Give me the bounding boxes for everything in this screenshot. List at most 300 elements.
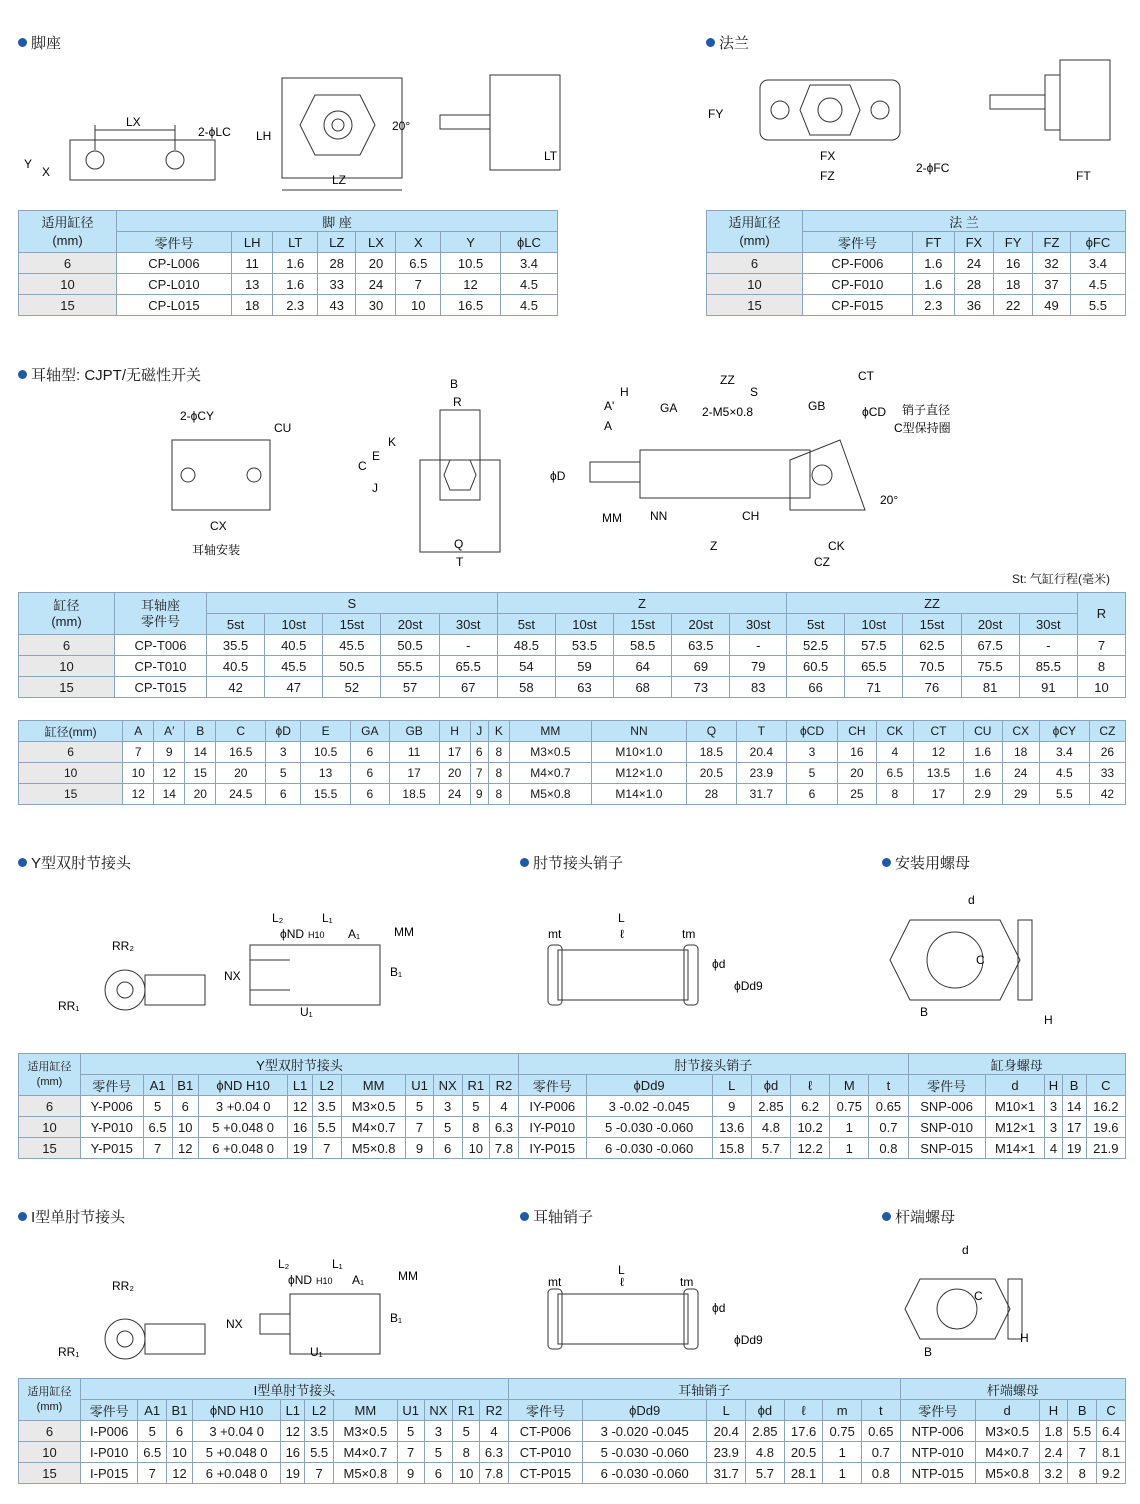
table-cell: 3 <box>433 1096 462 1117</box>
table-cell: 3.5 <box>312 1096 341 1117</box>
table-cell: 4.5 <box>1070 274 1125 295</box>
svg-text:20°: 20° <box>392 119 411 133</box>
svg-text:d: d <box>968 893 975 907</box>
table-cell: 6 <box>351 742 390 763</box>
svg-text:U₁: U₁ <box>300 1005 313 1019</box>
trunnion-stroke-table: 缸径 (mm) 耳轴座 零件号 S Z ZZ R 5st 10st 15st 20st 30st 5st 10st 15st 20st 30st 5st 10st 15st 20st 30st 6 CP-T006 35.5 40.5 45.5 50.5 - 48.5 53.5 58.5 63.5 - 52.5 57.5 62.5 67.5 - 7 10 CP-T010 40.5 45.5 50.5 55.5 65.5 54 59 64 69 79 60.5 65.5 70.5 75.5 85.5 8 15 CP-T015 42 47 52 57 67 58 63 68 73 83 66 71 76 81 91 10 <box>18 592 1126 698</box>
table-cell: 17 <box>389 763 439 784</box>
svg-text:CX: CX <box>210 519 227 533</box>
table-cell: 20.5 <box>784 1442 823 1463</box>
svg-text:A₁: A₁ <box>348 927 361 941</box>
table-cell: 10 <box>19 1117 81 1138</box>
table-cell: 11 <box>389 742 439 763</box>
table-cell: M3×0.5 <box>975 1421 1039 1442</box>
table-cell: 6 <box>707 253 803 274</box>
table-cell: 63 <box>555 677 613 698</box>
table-cell: 10 <box>396 295 441 316</box>
column-header: NX <box>433 1075 462 1096</box>
table-cell: M5×0.8 <box>975 1463 1039 1484</box>
table-cell: 10 <box>1078 677 1126 698</box>
svg-text:C: C <box>358 459 367 473</box>
bullet-icon <box>18 858 27 867</box>
table-cell: 7 <box>470 763 488 784</box>
trunnion-drawing <box>150 369 951 570</box>
svg-text:R: R <box>453 395 462 409</box>
table-cell: 40.5 <box>207 656 265 677</box>
table-cell: 16 <box>288 1117 312 1138</box>
table-cell: 4 <box>1045 1138 1062 1159</box>
table-cell: CP-L006 <box>117 253 232 274</box>
table-cell: 12 <box>167 1463 193 1484</box>
table-row <box>707 274 1126 295</box>
column-header: T <box>736 721 786 742</box>
table-cell: 10 <box>453 1463 480 1484</box>
table-cell: 0.7 <box>862 1442 901 1463</box>
svg-text:NN: NN <box>650 509 668 523</box>
table-cell: 73 <box>672 677 730 698</box>
column-header: E <box>301 721 351 742</box>
table-cell: IY-P010 <box>519 1117 586 1138</box>
svg-text:L₁: L₁ <box>322 911 333 925</box>
column-header: NX <box>424 1400 453 1421</box>
table-cell: 54 <box>497 656 555 677</box>
table-cell: 11 <box>231 253 273 274</box>
foot-mount-table: 适用缸径 (mm) 脚 座 零件号 LH LT LZ LX X Y ϕLC 6 CP-L006 11 1.6 28 20 6.5 10.5 3.4 10 CP-L010 13 1.6 33 24 7 12 4.5 15 CP-L015 18 2.3 43 30 10 16.5 4.5 <box>18 210 558 316</box>
column-header: R1 <box>453 1400 480 1421</box>
column-header: 零件号 <box>508 1400 582 1421</box>
svg-text:ℓ: ℓ <box>620 1275 624 1289</box>
i-joint-pin-nut-drawing <box>50 1244 1090 1369</box>
svg-text:E: E <box>372 449 381 463</box>
svg-text:H: H <box>1020 1331 1029 1345</box>
table-cell: 20.5 <box>686 763 736 784</box>
table-cell: NTP-015 <box>900 1463 975 1484</box>
table-cell: 8 <box>453 1442 480 1463</box>
stroke-note: St: 气缸行程(毫米) <box>1012 572 1110 586</box>
table-cell: M3×0.5 <box>341 1096 406 1117</box>
table-cell: 81 <box>961 677 1019 698</box>
table-cell: I-P006 <box>81 1421 138 1442</box>
table-cell: 3 <box>1045 1117 1062 1138</box>
table-cell: 5.5 <box>1070 295 1125 316</box>
column-header: MM <box>341 1075 406 1096</box>
table-cell: 47 <box>265 677 323 698</box>
table-cell: 7 <box>143 1138 172 1159</box>
table-cell: 6 <box>19 1421 81 1442</box>
y-joint-pin-nut-drawing <box>50 890 1090 1030</box>
table-cell: 2.85 <box>751 1096 790 1117</box>
table-cell: 6 <box>433 1138 462 1159</box>
table-cell: CP-L015 <box>117 295 232 316</box>
table-cell: 16.5 <box>216 742 266 763</box>
svg-text:CT: CT <box>858 369 874 383</box>
table-cell: 6 <box>351 763 390 784</box>
column-header: A1 <box>138 1400 167 1421</box>
table-row <box>19 763 1126 784</box>
table-cell: IY-P006 <box>519 1096 586 1117</box>
column-header: L <box>712 1075 751 1096</box>
svg-text:LH: LH <box>256 129 272 143</box>
section-title-mount-nut: 安装用螺母 <box>882 852 970 873</box>
table-cell: M4×0.7 <box>333 1442 397 1463</box>
table-cell: 0.65 <box>869 1096 908 1117</box>
table-cell: 10.2 <box>791 1117 830 1138</box>
i-joint-table: 适用缸径 (mm) I型单肘节接头 耳轴销子 杆端螺母 零件号 A1 B1 ϕND H10 L1 L2 MM U1 NX R1 R2 零件号 ϕDd9 L ϕd ℓ m t 零件号 d H B C 6 I-P006 5 6 3 +0.04 0 12 3.5 M3×0.5 5 3 5 4 CT-P006 3 -0.020 -0.045 20.4 2.85 17.6 0.75 0.65 NTP-006 M3×0.5 1.8 5.5 6.4 10 I-P010 6.5 10 5 +0.048 0 16 5.5 M4×0.7 7 5 8 6.3 CT-P010 5 -0.030 -0.060 23.9 4.8 20.5 1 0.7 NTP-010 M4×0.7 2.4 7 8.1 15 I-P015 7 12 6 +0.048 0 19 7 M5×0.8 9 6 10 7.8 CT-P015 6 -0.030 -0.060 31.7 5.7 28.1 1 0.8 NTP-015 M5×0.8 3.2 8 9.2 <box>18 1378 1126 1484</box>
table-cell: 5 <box>462 1096 489 1117</box>
y-joint-table: 适用缸径 (mm) Y型双肘节接头 肘节接头销子 缸身螺母 零件号 A1 B1 ϕND H10 L1 L2 MM U1 NX R1 R2 零件号 ϕDd9 L ϕd ℓ M t 零件号 d H B C 6 Y-P006 5 6 3 +0.04 0 12 3.5 M3×0.5 5 3 5 4 IY-P006 3 -0.02 -0.045 9 2.85 6.2 0.75 0.65 SNP-006 M10×1 3 14 16.2 10 Y-P010 6.5 10 5 +0.048 0 16 5.5 M4×0.7 7 5 8 6.3 IY-P010 5 -0.030 -0.060 13.6 4.8 10.2 1 0.7 SNP-010 M12×1 3 17 19.6 15 Y-P015 7 12 6 +0.048 0 19 7 M5×0.8 9 6 10 7.8 IY-P015 6 -0.030 -0.060 15.8 5.7 12.2 1 0.8 SNP-015 M14×1 4 19 21.9 <box>18 1053 1126 1159</box>
table-cell: 50.5 <box>381 635 439 656</box>
table-cell: 25 <box>838 784 877 805</box>
table-cell: 8 <box>488 784 509 805</box>
table-cell: 6 <box>19 742 123 763</box>
svg-text:C: C <box>974 1289 983 1303</box>
flange-drawing <box>700 50 1120 200</box>
table-row <box>19 295 558 316</box>
table-cell: 19 <box>1062 1138 1086 1159</box>
table-cell: 18 <box>994 274 1033 295</box>
table-cell: 83 <box>730 677 787 698</box>
table-row <box>19 274 558 295</box>
table-cell: 67.5 <box>961 635 1019 656</box>
column-header: ℓ <box>784 1400 823 1421</box>
table-cell: 28 <box>686 784 736 805</box>
column-header: ℓ <box>791 1075 830 1096</box>
table-cell: 4.8 <box>746 1442 785 1463</box>
column-header: CT <box>914 721 964 742</box>
table-cell: 18 <box>231 295 273 316</box>
table-cell: 7 <box>305 1463 334 1484</box>
table-cell: 15 <box>19 295 117 316</box>
table-cell: 6 <box>167 1421 193 1442</box>
flange-table: 适用缸径 (mm) 法 兰 零件号 FT FX FY FZ ϕFC 6 CP-F006 1.6 24 16 32 3.4 10 CP-F010 1.6 28 18 37 4.5 15 CP-F015 2.3 36 22 49 5.5 <box>706 210 1126 316</box>
table-cell: 58 <box>497 677 555 698</box>
table-cell: M4×0.7 <box>975 1442 1039 1463</box>
section-title-knuckle-pin: 肘节接头销子 <box>520 852 623 873</box>
table-cell: 3 -0.02 -0.045 <box>586 1096 712 1117</box>
table-cell: 55.5 <box>381 656 439 677</box>
table-cell: 8 <box>876 784 913 805</box>
table-cell: 63.5 <box>672 635 730 656</box>
table-cell: 4.5 <box>500 295 557 316</box>
trunnion-dimension-table <box>18 720 1126 805</box>
table-cell: 15 <box>19 677 115 698</box>
column-header: ϕND H10 <box>198 1075 288 1096</box>
table-cell: CP-F010 <box>803 274 913 295</box>
table-cell: 6 -0.030 -0.060 <box>582 1463 706 1484</box>
table-cell: 5.5 <box>1068 1421 1097 1442</box>
table-cell: 0.8 <box>869 1138 908 1159</box>
table-cell: 2.3 <box>912 295 954 316</box>
table-cell: 8 <box>488 742 509 763</box>
table-cell: 3.4 <box>500 253 557 274</box>
bullet-icon <box>18 1212 27 1221</box>
table-cell: 85.5 <box>1019 656 1077 677</box>
table-cell: 5 -0.030 -0.060 <box>586 1117 712 1138</box>
table-cell: CP-T006 <box>115 635 207 656</box>
svg-text:d: d <box>962 1243 969 1257</box>
table-cell: 1.6 <box>963 763 1002 784</box>
table-cell: 7 <box>312 1138 341 1159</box>
svg-text:B₁: B₁ <box>390 1311 403 1325</box>
section-title-y-joint: Y型双肘节接头 <box>18 852 131 873</box>
bullet-icon <box>520 1212 529 1221</box>
column-header: CH <box>838 721 877 742</box>
table-cell: 1 <box>823 1442 862 1463</box>
table-cell: 5.5 <box>1039 784 1089 805</box>
table-cell: 57 <box>381 677 439 698</box>
table-cell: 35.5 <box>207 635 265 656</box>
svg-text:ϕDd9: ϕDd9 <box>734 979 763 993</box>
table-cell: 5.7 <box>751 1138 790 1159</box>
svg-text:CZ: CZ <box>814 555 830 569</box>
column-header: MM <box>333 1400 397 1421</box>
table-cell: 0.75 <box>830 1096 869 1117</box>
table-row <box>19 1463 1126 1484</box>
table-cell: 10 <box>707 274 803 295</box>
table-cell: 3 <box>424 1421 453 1442</box>
table-cell: 8 <box>488 763 509 784</box>
svg-text:U₁: U₁ <box>310 1345 323 1359</box>
column-header: R2 <box>489 1075 518 1096</box>
table-cell: M4×0.7 <box>341 1117 406 1138</box>
table-cell: 5.5 <box>312 1117 341 1138</box>
table-cell: 30 <box>356 295 396 316</box>
column-header: A′ <box>154 721 185 742</box>
table-cell: M3×0.5 <box>333 1421 397 1442</box>
svg-text:20°: 20° <box>880 493 899 507</box>
svg-text:C: C <box>976 953 985 967</box>
column-header: CU <box>963 721 1002 742</box>
column-header: 零件号 <box>81 1400 138 1421</box>
table-cell: 10.5 <box>441 253 501 274</box>
table-cell: 15 <box>19 1463 81 1484</box>
svg-text:C型保持圈: C型保持圈 <box>894 421 951 435</box>
table-cell: 40.5 <box>265 635 323 656</box>
table-cell: 53.5 <box>555 635 613 656</box>
table-cell: 3 <box>266 742 301 763</box>
table-cell: 19 <box>281 1463 305 1484</box>
table-cell: 9 <box>406 1138 433 1159</box>
table-cell: 79 <box>730 656 787 677</box>
table-cell: 6 <box>19 635 115 656</box>
table-cell: 10 <box>19 274 117 295</box>
column-header: K <box>488 721 509 742</box>
table-cell: 6 <box>19 253 117 274</box>
column-header: d <box>975 1400 1039 1421</box>
table-cell: 5.7 <box>746 1463 785 1484</box>
column-header: L2 <box>305 1400 334 1421</box>
svg-text:mt: mt <box>548 927 562 941</box>
table-cell: 17 <box>1062 1117 1086 1138</box>
column-header: R2 <box>480 1400 509 1421</box>
svg-text:FZ: FZ <box>820 169 835 183</box>
table-cell: - <box>1019 635 1077 656</box>
column-header: H <box>1045 1075 1062 1096</box>
svg-text:Q: Q <box>454 537 464 551</box>
table-cell: 7 <box>1078 635 1126 656</box>
column-header: MM <box>509 721 591 742</box>
column-header: 零件号 <box>900 1400 975 1421</box>
svg-text:CH: CH <box>742 509 760 523</box>
table-cell: IY-P015 <box>519 1138 586 1159</box>
table-row <box>19 677 1126 698</box>
table-cell: 24 <box>954 253 993 274</box>
table-cell: 42 <box>207 677 265 698</box>
table-cell: 5 <box>138 1421 167 1442</box>
column-header: L <box>707 1400 746 1421</box>
table-cell: 16 <box>838 742 877 763</box>
column-header: A <box>123 721 154 742</box>
table-cell: 15.5 <box>301 784 351 805</box>
svg-text:tm: tm <box>682 927 696 941</box>
svg-text:MM: MM <box>398 1269 418 1283</box>
svg-text:Y: Y <box>24 157 33 171</box>
table-cell: 12 <box>154 763 185 784</box>
column-header: C <box>1097 1400 1126 1421</box>
svg-text:2-ϕFC: 2-ϕFC <box>916 161 950 175</box>
table-cell: CT-P006 <box>508 1421 582 1442</box>
section-title-flange: 法兰 <box>706 32 749 53</box>
table-cell: I-P015 <box>81 1463 138 1484</box>
table-cell: 3.4 <box>1039 742 1089 763</box>
table-cell: 48.5 <box>497 635 555 656</box>
table-cell: 16 <box>994 253 1033 274</box>
table-cell: 7 <box>406 1117 433 1138</box>
table-cell: 13.6 <box>712 1117 751 1138</box>
column-header: 零件号 <box>81 1075 144 1096</box>
table-cell: 5 <box>397 1421 424 1442</box>
table-cell: Y-P015 <box>81 1138 144 1159</box>
table-cell: 0.8 <box>862 1463 901 1484</box>
table-cell: 20 <box>838 763 877 784</box>
table-cell: 2.4 <box>1039 1442 1068 1463</box>
table-cell: 5 <box>433 1117 462 1138</box>
table-cell: 33 <box>1089 763 1125 784</box>
table-cell: 1.6 <box>963 742 1002 763</box>
table-cell: M12×1.0 <box>592 763 687 784</box>
table-row <box>707 253 1126 274</box>
table-cell: 10 <box>19 656 115 677</box>
svg-text:A: A <box>604 419 613 433</box>
table-cell: Y-P006 <box>81 1096 144 1117</box>
table-cell: 60.5 <box>787 656 845 677</box>
svg-text:ℓ: ℓ <box>620 927 624 941</box>
table-cell: 91 <box>1019 677 1077 698</box>
column-header: m <box>823 1400 862 1421</box>
table-cell: 12 <box>288 1096 312 1117</box>
table-cell: 9 <box>397 1463 424 1484</box>
table-cell: 57.5 <box>845 635 903 656</box>
table-cell: 1 <box>823 1463 862 1484</box>
table-cell: CP-F015 <box>803 295 913 316</box>
table-cell: 5 <box>453 1421 480 1442</box>
table-cell: 52.5 <box>787 635 845 656</box>
svg-text:RR₂: RR₂ <box>112 939 134 953</box>
table-cell: 67 <box>439 677 497 698</box>
svg-text:L₂: L₂ <box>272 911 284 925</box>
svg-text:Z: Z <box>710 539 718 553</box>
bullet-icon <box>18 38 27 47</box>
table-cell: 2.85 <box>746 1421 785 1442</box>
column-header: L1 <box>281 1400 305 1421</box>
column-header: B1 <box>167 1400 193 1421</box>
table-row <box>707 295 1126 316</box>
table-cell: 15 <box>19 1138 81 1159</box>
column-header: NN <box>592 721 687 742</box>
column-header: CZ <box>1089 721 1125 742</box>
table-cell: 3.2 <box>1039 1463 1068 1484</box>
svg-text:A': A' <box>604 399 615 413</box>
table-cell: 1.6 <box>273 253 318 274</box>
table-cell: 37 <box>1033 274 1071 295</box>
svg-text:L₂: L₂ <box>278 1257 290 1271</box>
table-cell: 4 <box>876 742 913 763</box>
column-header: J <box>470 721 488 742</box>
table-cell: 1.6 <box>912 274 954 295</box>
table-cell: 6 +0.048 0 <box>198 1138 288 1159</box>
table-cell: M14×1.0 <box>592 784 687 805</box>
svg-text:K: K <box>388 435 397 449</box>
column-header: GB <box>389 721 439 742</box>
table-cell: 8 <box>1078 656 1126 677</box>
column-header: ϕD <box>266 721 301 742</box>
table-cell: 6 <box>351 784 390 805</box>
table-cell: M5×0.8 <box>333 1463 397 1484</box>
section-title-trunnion: 耳轴型: CJPT/无磁性开关 <box>18 364 201 385</box>
table-cell: 7.8 <box>489 1138 518 1159</box>
svg-text:2-ϕCY: 2-ϕCY <box>180 409 215 423</box>
table-cell: M12×1 <box>985 1117 1045 1138</box>
column-header: 零件号 <box>519 1075 586 1096</box>
table-cell: 3.4 <box>1070 253 1125 274</box>
table-cell: 31.7 <box>707 1463 746 1484</box>
table-cell: 8 <box>462 1117 489 1138</box>
column-header: B <box>1068 1400 1097 1421</box>
table-row <box>19 1096 1126 1117</box>
table-cell: 6 <box>424 1463 453 1484</box>
table-cell: 6 <box>470 742 488 763</box>
table-cell: 17 <box>914 784 964 805</box>
svg-text:L₁: L₁ <box>332 1257 343 1271</box>
table-cell: 6 <box>786 784 837 805</box>
table-cell: 64 <box>614 656 672 677</box>
table-cell: 5 -0.030 -0.060 <box>582 1442 706 1463</box>
table-cell: 5 <box>424 1442 453 1463</box>
foot-mount-drawing <box>20 60 580 200</box>
table-cell: 23.9 <box>736 763 786 784</box>
svg-text:ϕd: ϕd <box>712 1301 726 1315</box>
table-cell: 23.9 <box>707 1442 746 1463</box>
column-header: ϕDd9 <box>582 1400 706 1421</box>
table-cell: 12.2 <box>791 1138 830 1159</box>
column-header: Q <box>686 721 736 742</box>
table-row <box>19 784 1126 805</box>
table-cell: NTP-010 <box>900 1442 975 1463</box>
svg-text:H: H <box>1044 1013 1053 1027</box>
table-cell: NTP-006 <box>900 1421 975 1442</box>
table-cell: 7 <box>123 742 154 763</box>
table-cell: 59 <box>555 656 613 677</box>
table-row <box>19 1117 1126 1138</box>
column-header: CX <box>1002 721 1039 742</box>
table-cell: 14 <box>185 742 216 763</box>
table-cell: 5.5 <box>305 1442 334 1463</box>
table-cell: 10 <box>19 763 123 784</box>
table-cell: 6.3 <box>489 1117 518 1138</box>
table-cell: 43 <box>318 295 356 316</box>
svg-text:GA: GA <box>660 401 678 415</box>
column-header: ϕd <box>746 1400 785 1421</box>
